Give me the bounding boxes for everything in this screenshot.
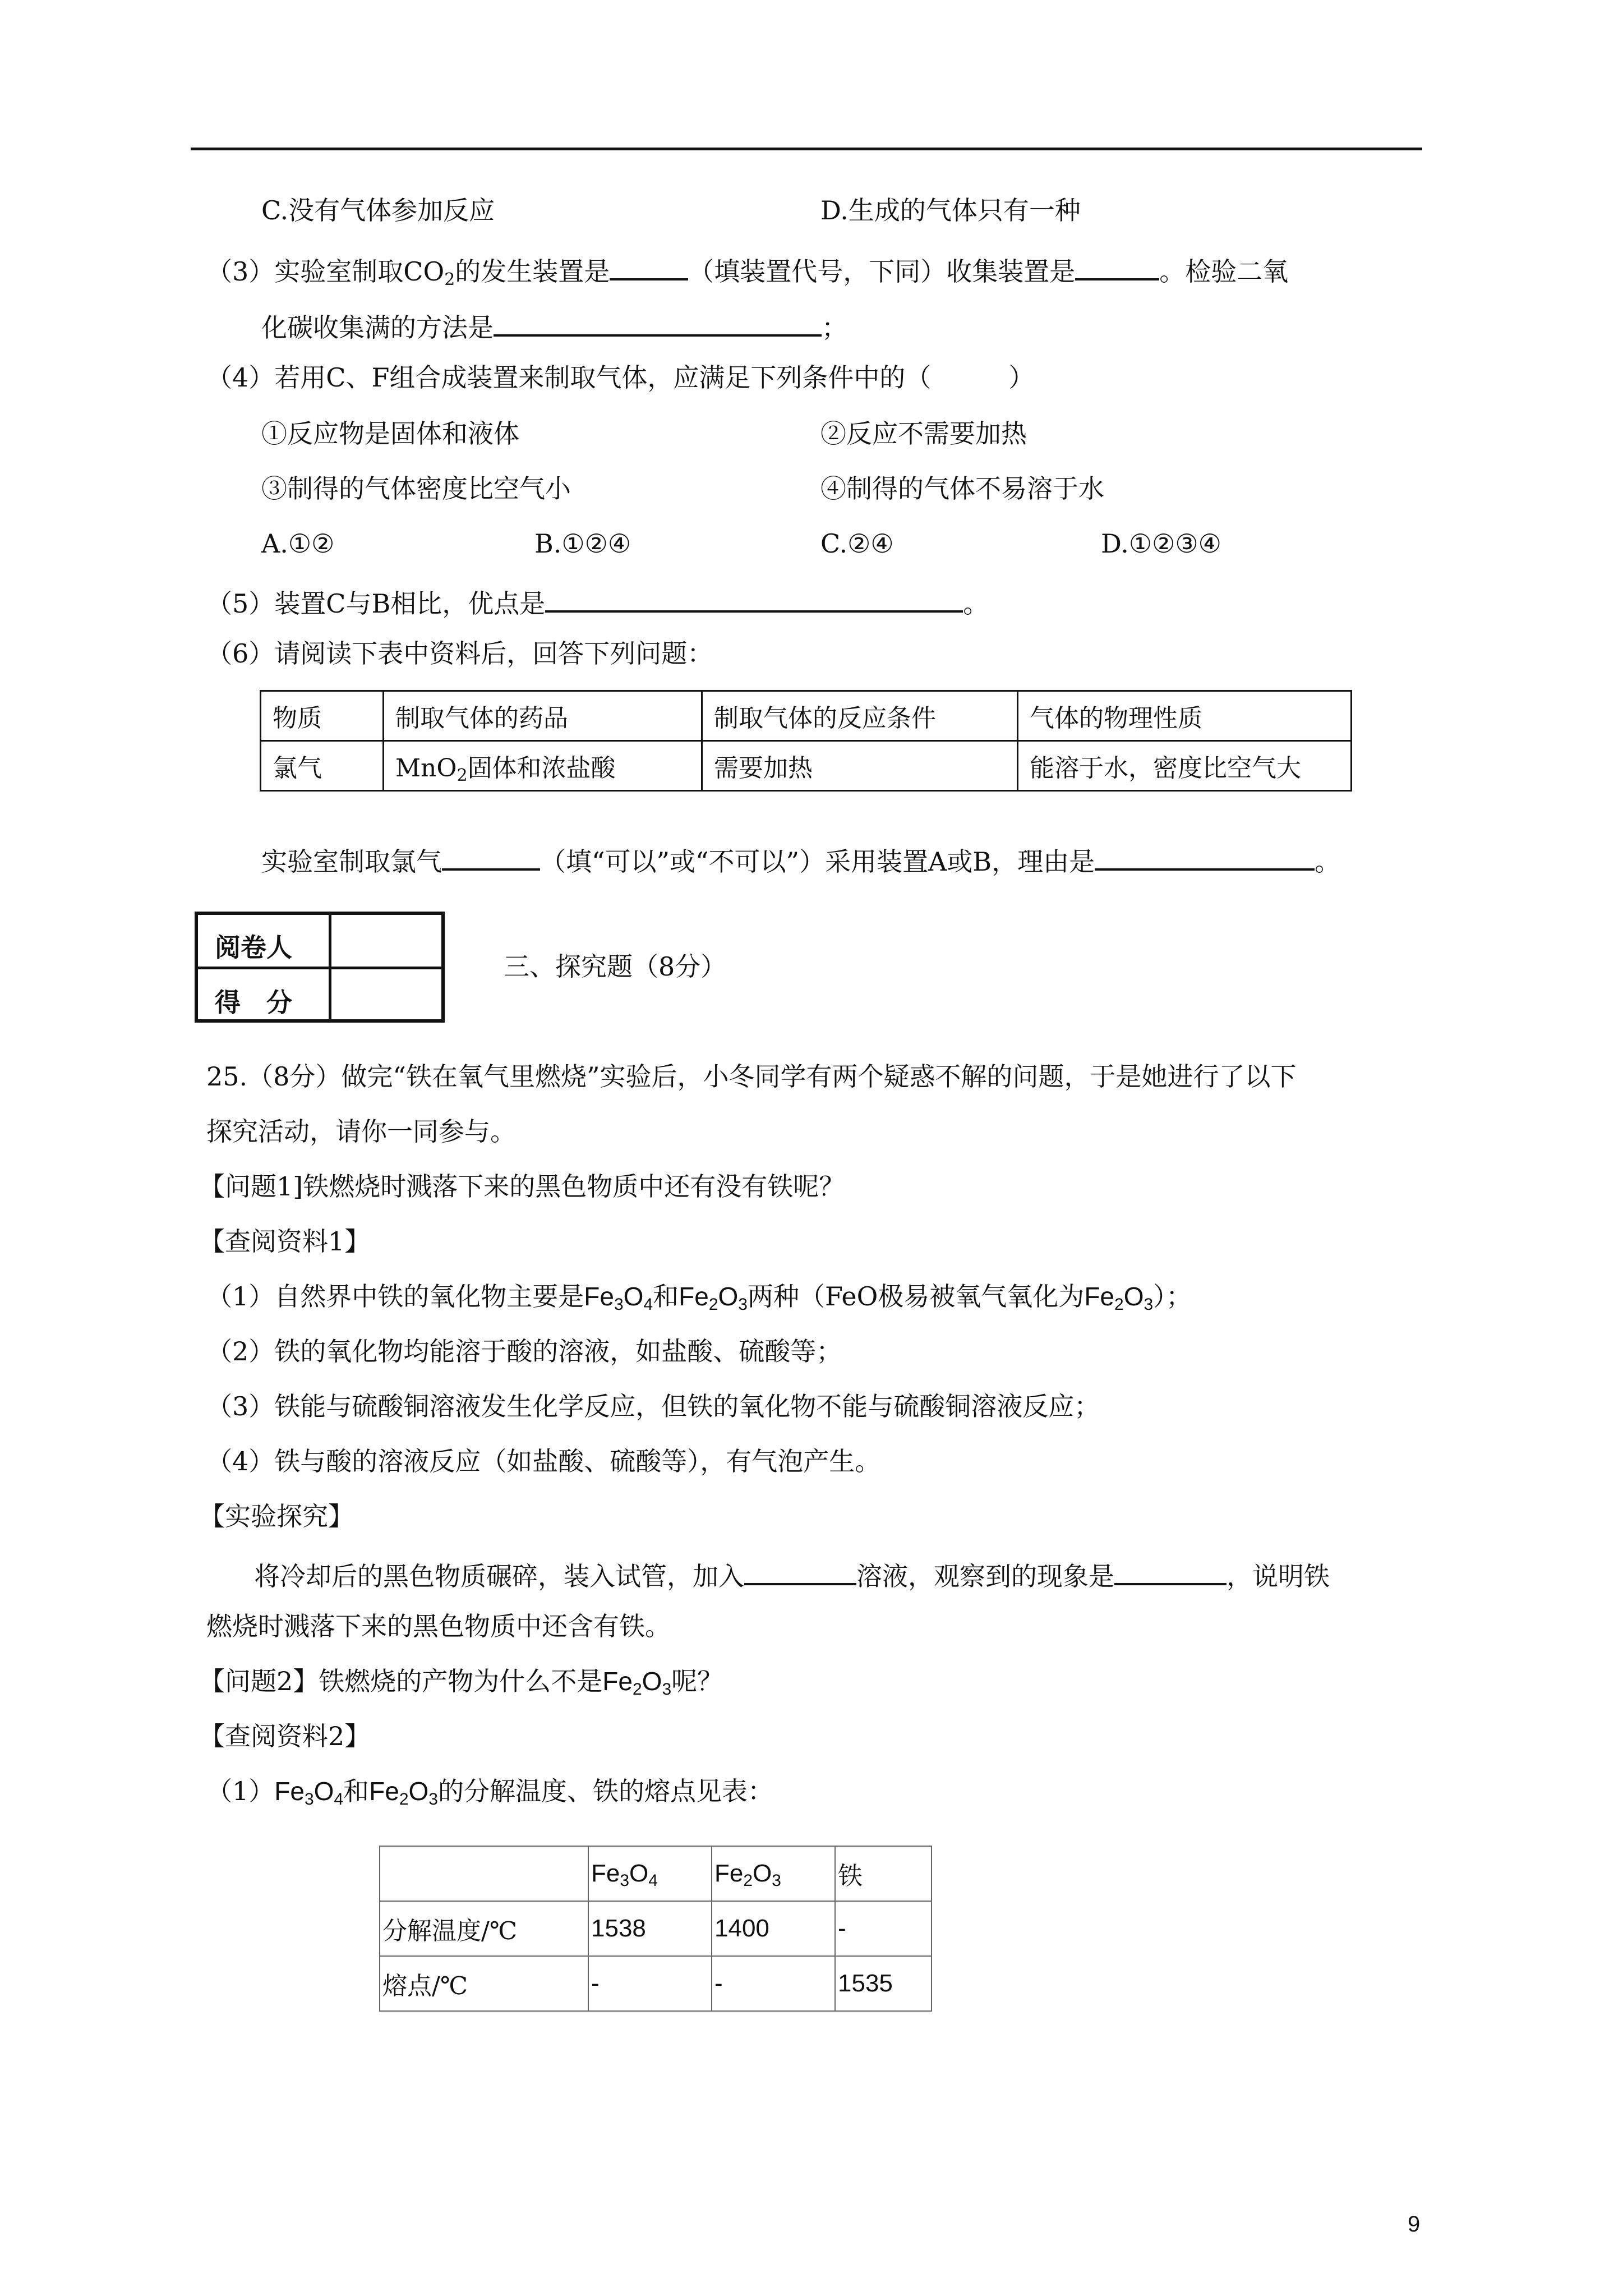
reference-1-item-1: （1）自然界中铁的氧化物主要是$Fe_3O_4$和$Fe_2O_3$两种（FeO极易被氧气氧化为$Fe_2O_3$）； xyxy=(206,1281,1192,1314)
reference-2-heading: 【查阅资料2】 xyxy=(199,1721,371,1751)
q4-option-a: A.①② xyxy=(261,528,335,559)
decomposition-table xyxy=(379,1846,932,2012)
answer-blank[interactable] xyxy=(545,586,963,613)
problem-1: 【问题1]铁燃烧时溅落下来的黑色物质中还有没有铁呢？ xyxy=(199,1171,845,1202)
question-3-line1: （3）实验室制取$CO_2$的发生装置是 （填装置代号，下同）收集装置是 。检验二氧 xyxy=(206,254,1288,284)
table-cell: MnO$_2$固体和浓盐酸 xyxy=(384,741,702,791)
table-cell: 能溶于水，密度比空气大 xyxy=(1018,741,1352,791)
table-header-row xyxy=(261,691,1352,741)
option-c: C.没有气体参加反应 xyxy=(261,195,495,226)
reviewer-label: 阅卷人 xyxy=(215,932,292,963)
table-cell: 制取气体的反应条件 xyxy=(702,691,1018,741)
reference-1-item-3: （3）铁能与硫酸铜溶液发生化学反应，但铁的氧化物不能与硫酸铜溶液反应； xyxy=(206,1391,1100,1421)
section-title: 三、探究题（8分） xyxy=(504,951,727,982)
table-cell: - xyxy=(588,1956,712,2011)
question-4-stem: （4）若用C、F组合成装置来制取气体，应满足下列条件中的（ ） xyxy=(206,362,1035,393)
chlorine-question: 实验室制取氯气 （填“可以”或“不可以”）采用装置A或B，理由是 。 xyxy=(261,844,1340,875)
question-6: （6）请阅读下表中资料后，回答下列问题： xyxy=(206,638,713,669)
table-cell: 分解温度/℃ xyxy=(380,1901,588,1956)
question-25-line1: 25.（8分）做完“铁在氧气里燃烧”实验后，小冬同学有两个疑惑不解的问题，于是她进行了以下 xyxy=(206,1061,1297,1092)
experiment-line2: 燃烧时溅落下来的黑色物质中还含有铁。 xyxy=(206,1611,671,1641)
q4-condition-3: ③制得的气体密度比空气小 xyxy=(261,473,571,504)
table-cell: 1400 xyxy=(712,1901,835,1956)
table-cell: $Fe_3O_4$ xyxy=(588,1846,712,1901)
table-cell: - xyxy=(835,1901,932,1956)
question-25-line2: 探究活动，请你一同参与。 xyxy=(206,1116,516,1147)
page-number: 9 xyxy=(1408,2212,1421,2237)
q4-option-b: B.①②④ xyxy=(534,528,631,559)
table-cell: - xyxy=(712,1956,835,2011)
table-cell: 氯气 xyxy=(261,741,384,791)
table-cell xyxy=(380,1846,588,1901)
table-row xyxy=(261,741,1352,791)
score-label: 得 分 xyxy=(215,987,292,1018)
header-rule xyxy=(191,148,1422,150)
reference-1-heading: 【查阅资料1】 xyxy=(199,1226,371,1257)
q4-condition-1: ①反应物是固体和液体 xyxy=(261,418,519,449)
score-box-divider xyxy=(198,967,441,969)
table-cell: 物质 xyxy=(261,691,384,741)
table-cell: 铁 xyxy=(835,1846,932,1901)
score-box-divider xyxy=(329,915,331,1019)
answer-blank[interactable] xyxy=(442,844,540,871)
q4-condition-2: ②反应不需要加热 xyxy=(820,418,1027,449)
table-cell: 熔点/℃ xyxy=(380,1956,588,2011)
table-cell: 需要加热 xyxy=(702,741,1018,791)
answer-blank[interactable] xyxy=(1075,254,1159,280)
table-cell: 气体的物理性质 xyxy=(1018,691,1352,741)
q4-condition-4: ④制得的气体不易溶于水 xyxy=(820,473,1104,504)
table-cell: 1535 xyxy=(835,1956,932,2011)
score-box xyxy=(195,912,445,1023)
table-cell: $Fe_2O_3$ xyxy=(712,1846,835,1901)
reference-2-item-1: $(1)Fe_3O_4$和$Fe_2O_3$的分解温度、铁的熔点见表： xyxy=(206,1776,773,1809)
table-cell: 1538 xyxy=(588,1901,712,1956)
question-3-line2: 化碳收集满的方法是 ； xyxy=(261,310,847,341)
q4-option-d: D.①②③④ xyxy=(1101,528,1221,559)
table-row xyxy=(380,1901,932,1956)
table-header-row xyxy=(380,1846,932,1901)
answer-blank[interactable] xyxy=(1114,1558,1227,1585)
chlorine-info-table xyxy=(260,690,1352,792)
experiment-heading: 【实验探究】 xyxy=(199,1501,354,1531)
reference-1-item-2: （2）铁的氧化物均能溶于酸的溶液，如盐酸、硫酸等； xyxy=(206,1336,842,1366)
table-cell: 制取气体的药品 xyxy=(384,691,702,741)
answer-blank[interactable] xyxy=(494,310,822,337)
q4-option-c: C.②④ xyxy=(820,528,894,559)
option-d: D.生成的气体只有一种 xyxy=(820,195,1081,226)
experiment-line1: 将冷却后的黑色物质碾碎，装入试管，加入 溶液，观察到的现象是 ，说明铁 xyxy=(254,1558,1330,1589)
problem-2: 【问题2】铁燃烧的产物为什么不是$Fe_2O_3$呢？ xyxy=(199,1666,723,1699)
question-5: （5）装置C与B相比，优点是 。 xyxy=(206,586,989,616)
answer-blank[interactable] xyxy=(610,254,688,280)
answer-blank[interactable] xyxy=(1095,844,1315,871)
answer-blank[interactable] xyxy=(744,1558,856,1585)
reference-1-item-4: （4）铁与酸的溶液反应（如盐酸、硫酸等），有气泡产生。 xyxy=(206,1446,881,1476)
table-row xyxy=(380,1956,932,2011)
